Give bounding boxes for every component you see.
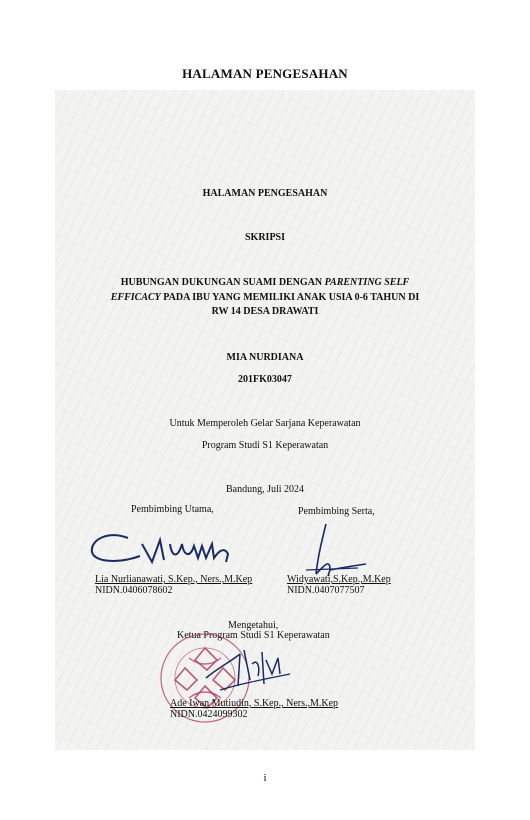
- advisor1-name: Lia Nurlianawati, S.Kep., Ners.,M.Kep: [95, 574, 253, 585]
- doc-header: HALAMAN PENGESAHAN: [202, 188, 328, 199]
- advisor2-signature: [300, 520, 380, 580]
- program-text: Program Studi S1 Keperawatan: [201, 440, 329, 451]
- author-name: MIA NURDIANA: [226, 352, 304, 363]
- head-name: Ade Iwan Mutiudin, S.Kep., Ners.,M.Kep: [170, 698, 339, 709]
- title-line1-italic: PARENTING SELF: [324, 277, 410, 288]
- advisor2-role: Pembimbing Serta,: [298, 506, 375, 517]
- advisor1-nidn: NIDN.0406078602: [95, 585, 173, 596]
- advisor2-name: Widyawati,S.Kep.,M.Kep: [287, 574, 391, 585]
- thesis-title-line2: [0, 292, 530, 303]
- advisor2-nidn: NIDN.0407077507: [287, 585, 365, 596]
- head-role: Ketua Program Studi S1 Keperawatan: [177, 630, 330, 641]
- advisor1-signature: [88, 522, 258, 572]
- thesis-title-line3: RW 14 DESA DRAWATI: [211, 306, 319, 317]
- purpose-text: Untuk Memperoleh Gelar Sarjana Keperawatan: [169, 418, 361, 429]
- page-number: i: [263, 772, 267, 784]
- head-signature: [200, 640, 310, 700]
- title-line2-plain: PADA IBU YANG MEMILIKI ANAK USIA 0-6 TAHUN DI: [160, 292, 420, 303]
- title-line1-plain: HUBUNGAN DUKUNGAN SUAMI DENGAN: [120, 277, 325, 288]
- title-line2-italic: EFFICACY: [110, 292, 161, 303]
- student-id: 201FK03047: [238, 374, 292, 385]
- head-nidn: NIDN.0424099302: [170, 709, 248, 720]
- place-date: Bandung, Juli 2024: [225, 484, 305, 495]
- advisor1-role: Pembimbing Utama,: [131, 504, 214, 515]
- page-header: HALAMAN PENGESAHAN: [182, 66, 348, 81]
- doc-type: SKRIPSI: [244, 232, 285, 243]
- acknowledged-label: Mengetahui,: [228, 620, 279, 631]
- thesis-title-line1: [0, 277, 530, 288]
